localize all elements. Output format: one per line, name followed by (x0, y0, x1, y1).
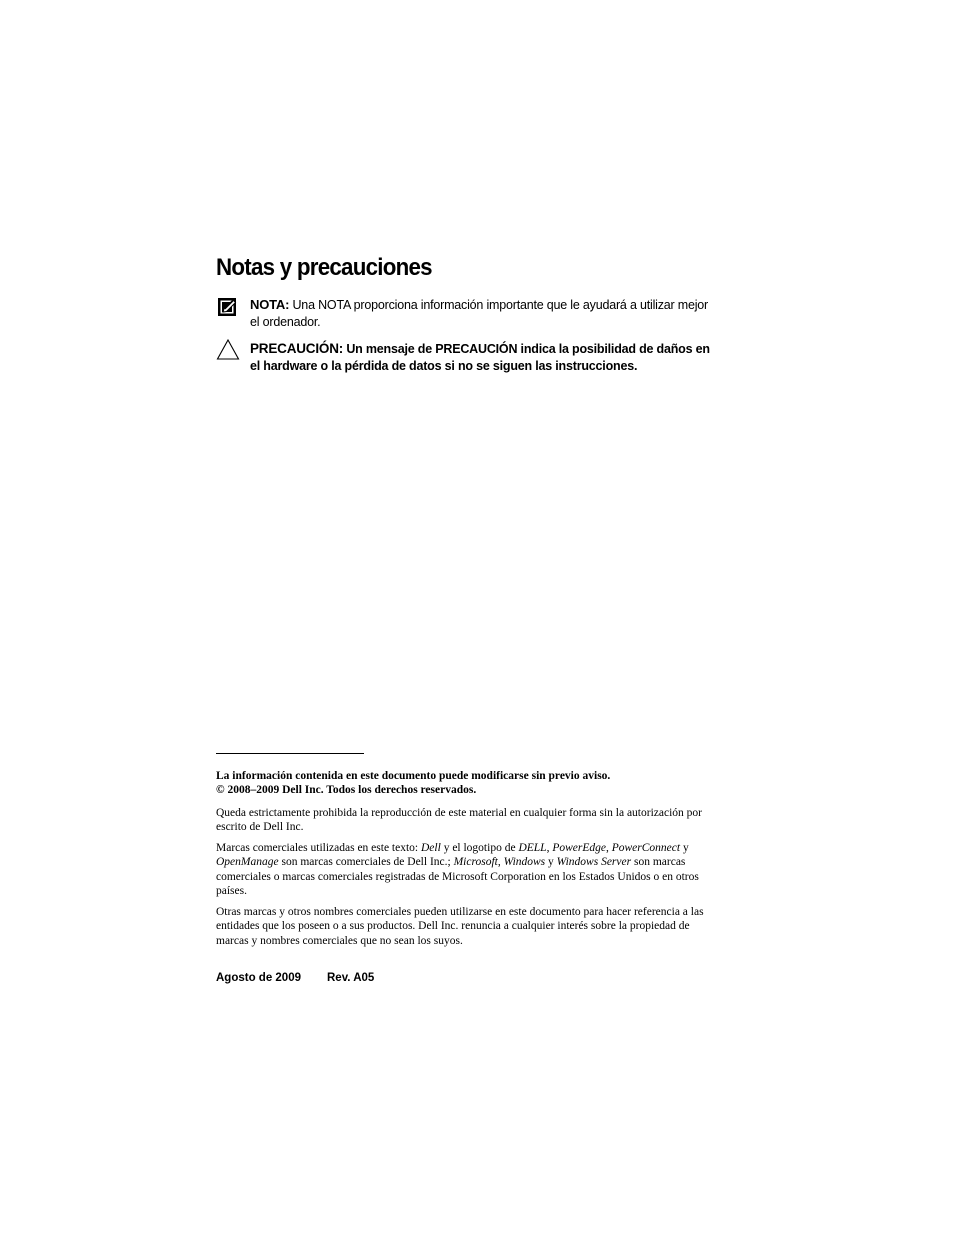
note-body: Una NOTA proporciona información importante que le ayudará a utilizar mejor el ordenador. (250, 298, 709, 329)
footer-divider (216, 753, 364, 754)
legal-notice-block (216, 769, 716, 798)
trademarks-segment: son marcas comerciales de Dell Inc.; (278, 856, 454, 869)
note-text (250, 296, 720, 331)
revision-date: Agosto de 2009 (216, 972, 301, 984)
trademarks-segment: y (545, 856, 557, 869)
trademarks-segment: , (605, 842, 612, 854)
trademark-microsoft: Microsoft (453, 856, 498, 869)
trademarks-segment: son marcas comerciales o marcas comerciales registradas de Microsoft Corporation en los Estados Unidos o en otros países. (216, 856, 699, 897)
trademark-powerconnect: PowerConnect (611, 842, 681, 854)
note-pencil-icon (216, 296, 240, 320)
note-label: NOTA: (250, 297, 290, 312)
legal-notice-line: La información contenida en este documento puede modificarse sin previo aviso. (216, 770, 611, 782)
trademarks-paragraph (216, 841, 716, 898)
prohibited-text: Queda estrictamente prohibida la reproducción de este material en cualquier forma sin la autorización por escrito de Dell Inc. (216, 807, 702, 834)
trademark-windows: Windows (503, 856, 546, 869)
trademarks-segment: y el logotipo de (440, 842, 519, 854)
revision-line (216, 972, 374, 984)
caution-label: PRECAUCIÓN: (250, 341, 344, 356)
legal-prohibited-paragraph (216, 806, 716, 835)
page-title: Notas y precauciones (216, 254, 432, 281)
trademarks-segment: Marcas comerciales utilizadas en este texto: (216, 842, 421, 854)
trademark-dell-logo: DELL (518, 842, 547, 854)
trademark-openmanage: OpenManage (216, 856, 279, 869)
trademarks-segment: y (680, 842, 689, 854)
other-trademarks-paragraph (216, 905, 716, 948)
caution-body: Un mensaje de PRECAUCIÓN indica la posibilidad de daños en el hardware o la pérdida de datos si no se siguen las instrucciones. (250, 342, 710, 373)
copyright-line: © 2008–2009 Dell Inc. Todos los derechos reservados. (216, 784, 477, 797)
other-trademarks-text: Otras marcas y otros nombres comerciales pueden utilizarse en este documento para hacer referencia a las entidades que los poseen o a sus productos. Dell Inc. renuncia a cualquier interés sobre la propiedad de marcas y nombres comerciales que no sean los suyos. (216, 906, 704, 947)
trademarks-segment: , (497, 856, 504, 869)
trademarks-segment: , (546, 842, 553, 854)
caution-text (250, 340, 720, 375)
revision-number: Rev. A05 (327, 972, 375, 984)
trademarks-text (216, 841, 716, 898)
caution-triangle-icon (216, 338, 240, 362)
trademark-windows-server: Windows Server (556, 856, 632, 869)
trademark-poweredge: PowerEdge (552, 842, 606, 854)
trademark-dell: Dell (421, 842, 441, 854)
